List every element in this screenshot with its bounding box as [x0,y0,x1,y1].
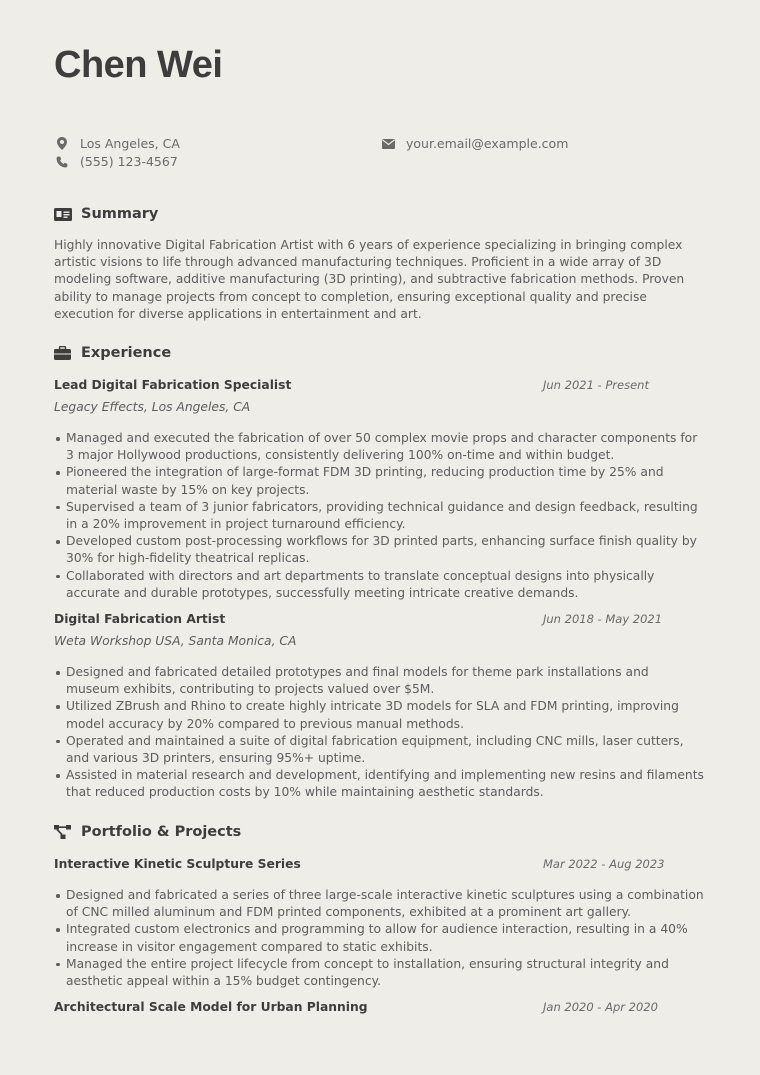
project-title-2: Architectural Scale Model for Urban Planning [54,1000,368,1014]
contact-location [54,136,180,151]
project-bullets-1 [54,887,706,990]
project-date-2: Jan 2020 - Apr 2020 [543,1000,658,1014]
envelope-icon [380,137,396,151]
summary-title: Summary [81,206,159,222]
list-item: Assisted in material research and development, identifying and implementing new resins and filaments that reduced production costs by 10% while maintaining aesthetic standards. [54,767,706,801]
project-date-1: Mar 2022 - Aug 2023 [543,857,665,871]
job-title-1: Lead Digital Fabrication Specialist [54,378,292,392]
list-item: Developed custom post-processing workflows for 3D printed parts, enhancing surface finish quality by 30% for high-fidelity theatrical replicas. [54,533,706,567]
summary-text: Highly innovative Digital Fabrication Artist with 6 years of experience specializing in bringing complex artistic visions to life through advanced manufacturing techniques. Proficient in a wide array of 3D modeling software, additive manufacturing (3D printing), and subtractive fabrication methods. Proven ability to manage projects from concept to completion, ensuring exceptional quality and precise execution for diverse applications in entertainment and art. [54,238,685,321]
list-item: Collaborated with directors and art departments to translate conceptual designs into physically accurate and durable prototypes, successfully meeting intricate creative demands. [54,568,706,602]
id-card-icon [54,207,72,221]
job-bullets-2 [54,664,706,802]
job-company-2: Weta Workshop USA, Santa Monica, CA [54,634,297,648]
briefcase-icon [54,346,72,360]
contact-email[interactable] [380,136,568,151]
job-date-1: Jun 2021 - Present [543,378,649,392]
experience-title: Experience [81,345,172,361]
projects-heading [54,824,241,840]
list-item: Integrated custom electronics and programming to allow for audience interaction, resulting in a 40% increase in visitor engagement compared to static exhibits. [54,921,706,955]
job-date-2: Jun 2018 - May 2021 [543,612,663,626]
map-pin-icon [54,137,70,151]
list-item: Utilized ZBrush and Rhino to create highly intricate 3D models for SLA and FDM printing, improving model accuracy by 20% compared to previous manual methods. [54,698,706,732]
list-item: Designed and fabricated detailed prototypes and final models for theme park installations and museum exhibits, contributing to projects valued over $5M. [54,664,706,698]
list-item: Pioneered the integration of large-format FDM 3D printing, reducing production time by 25% and material waste by 15% on key projects. [54,464,706,498]
list-item: Managed the entire project lifecycle from concept to installation, ensuring structural integrity and aesthetic appeal within a 15% budget contingency. [54,956,706,990]
list-item: Operated and maintained a suite of digital fabrication equipment, including CNC mills, laser cutters, and various 3D printers, ensuring 95%+ uptime. [54,733,706,767]
job-bullets-1 [54,430,706,602]
email-text[interactable]: your.email@example.com [406,136,569,151]
project-diagram-icon [54,825,72,839]
candidate-name: Chen Wei [54,44,223,86]
contact-phone [54,154,178,169]
job-company-1: Legacy Effects, Los Angeles, CA [54,400,251,414]
list-item: Managed and executed the fabrication of over 50 complex movie props and character components for 3 major Hollywood productions, consistently delivering 100% on-time and within budget. [54,430,706,464]
location-text: Los Angeles, CA [80,136,180,151]
project-title-1: Interactive Kinetic Sculpture Series [54,857,301,871]
projects-title: Portfolio & Projects [81,824,242,840]
phone-icon [54,155,70,169]
list-item: Supervised a team of 3 junior fabricators, providing technical guidance and design feedback, resulting in a 20% improvement in project turnaround efficiency. [54,499,706,533]
job-title-2: Digital Fabrication Artist [54,612,226,626]
phone-text: (555) 123-4567 [80,154,178,169]
experience-heading [54,345,171,361]
list-item: Designed and fabricated a series of three large-scale interactive kinetic sculptures using a combination of CNC milled aluminum and FDM printed components, exhibited at a prominent art gallery. [54,887,706,921]
summary-heading [54,206,158,222]
